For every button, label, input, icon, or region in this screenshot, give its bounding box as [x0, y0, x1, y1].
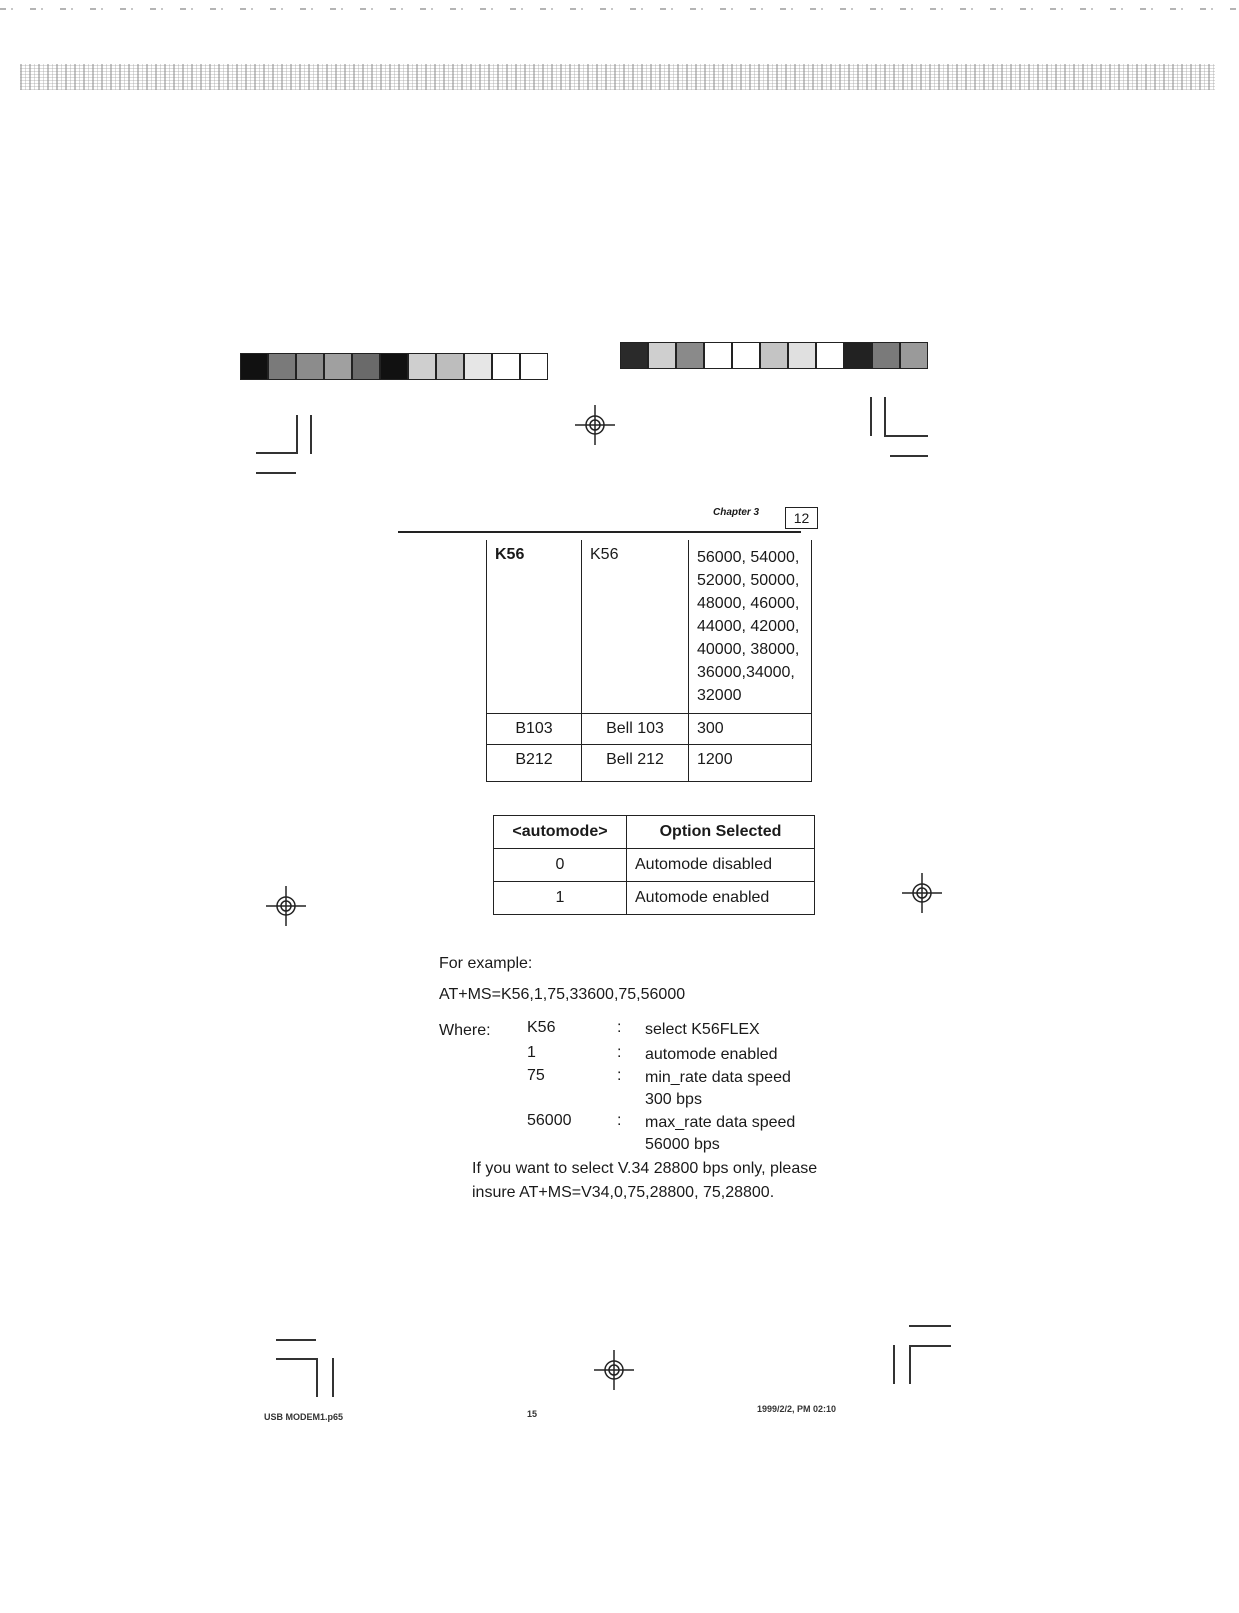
registration-mark-icon [575, 405, 615, 445]
param-colon: : [617, 1067, 622, 1084]
registration-mark-icon [266, 886, 306, 926]
column-header: Option Selected [627, 816, 815, 849]
param-colon: : [617, 1112, 622, 1129]
table-row [487, 540, 812, 714]
crop-mark [256, 452, 296, 454]
param-desc: automode enabled [645, 1046, 778, 1063]
param-name: 56000 [527, 1112, 572, 1129]
table-row [487, 714, 812, 745]
registration-mark-icon [902, 873, 942, 913]
column-header: <automode> [494, 816, 627, 849]
page-number-box: 12 [785, 507, 818, 529]
modulation-cell: B103 [487, 714, 582, 745]
printer-color-bar-left [240, 353, 548, 380]
crop-mark [310, 415, 312, 454]
registration-mark-icon [594, 1350, 634, 1390]
table-row [487, 745, 812, 782]
footer-page: 15 [527, 1409, 538, 1419]
crop-mark [256, 472, 296, 474]
crop-mark [276, 1339, 316, 1341]
crop-mark [890, 455, 928, 457]
param-colon: : [617, 1044, 622, 1061]
param-colon: : [617, 1019, 622, 1036]
crop-mark [893, 1345, 895, 1384]
crop-mark [884, 397, 886, 436]
table-row [494, 849, 815, 882]
printer-color-bar-right [620, 342, 928, 369]
crop-mark [276, 1358, 316, 1360]
footer-timestamp: 1999/2/2, PM 02:10 [757, 1404, 837, 1414]
param-desc: min_rate data speed 300 bps [645, 1069, 791, 1108]
option-cell: Automode disabled [627, 849, 815, 882]
crop-mark [884, 435, 928, 437]
crop-mark [870, 397, 872, 436]
table-header-row [494, 816, 815, 849]
modulation-name-cell: K56 [582, 540, 689, 714]
param-desc: max_rate data speed 56000 bps [645, 1114, 796, 1153]
rates-cell: 56000, 54000, 52000, 50000, 48000, 46000, 44000, 42000, 40000, 38000, 36000,34000, 32000 [689, 540, 812, 714]
modulation-cell: K56 [487, 540, 582, 714]
param-name: 75 [527, 1067, 545, 1084]
crop-mark [316, 1358, 318, 1397]
crop-mark [909, 1325, 951, 1327]
modulation-cell: B212 [487, 745, 582, 782]
modulation-name-cell: Bell 212 [582, 745, 689, 782]
modulation-rate-table [486, 540, 812, 782]
automode-value-cell: 1 [494, 882, 627, 915]
table-row [494, 882, 815, 915]
option-cell: Automode enabled [627, 882, 815, 915]
example-command: AT+MS=K56,1,75,33600,75,56000 [439, 986, 686, 1003]
note-paragraph: If you want to select V.34 28800 bps only, please insure AT+MS=V34,0,75,28800, 75,28800. [472, 1160, 818, 1201]
crop-mark [296, 415, 298, 454]
modulation-name-cell: Bell 103 [582, 714, 689, 745]
scan-noise-band [20, 64, 1215, 90]
automode-value-cell: 0 [494, 849, 627, 882]
rates-cell: 300 [689, 714, 812, 745]
example-intro: For example: [439, 955, 533, 972]
scan-noise-line [0, 8, 1239, 10]
automode-table [493, 815, 815, 915]
footer-file-name: USB MODEM1.p65 [264, 1412, 344, 1422]
rates-cell: 1200 [689, 745, 812, 782]
header-rule [398, 531, 801, 533]
param-name: K56 [527, 1019, 556, 1036]
param-name: 1 [527, 1044, 536, 1061]
crop-mark [909, 1345, 911, 1384]
param-desc: select K56FLEX [645, 1021, 760, 1038]
where-label: Where: [439, 1022, 491, 1039]
crop-mark [909, 1345, 951, 1347]
crop-mark [332, 1358, 334, 1397]
chapter-label: Chapter 3 [713, 507, 760, 518]
